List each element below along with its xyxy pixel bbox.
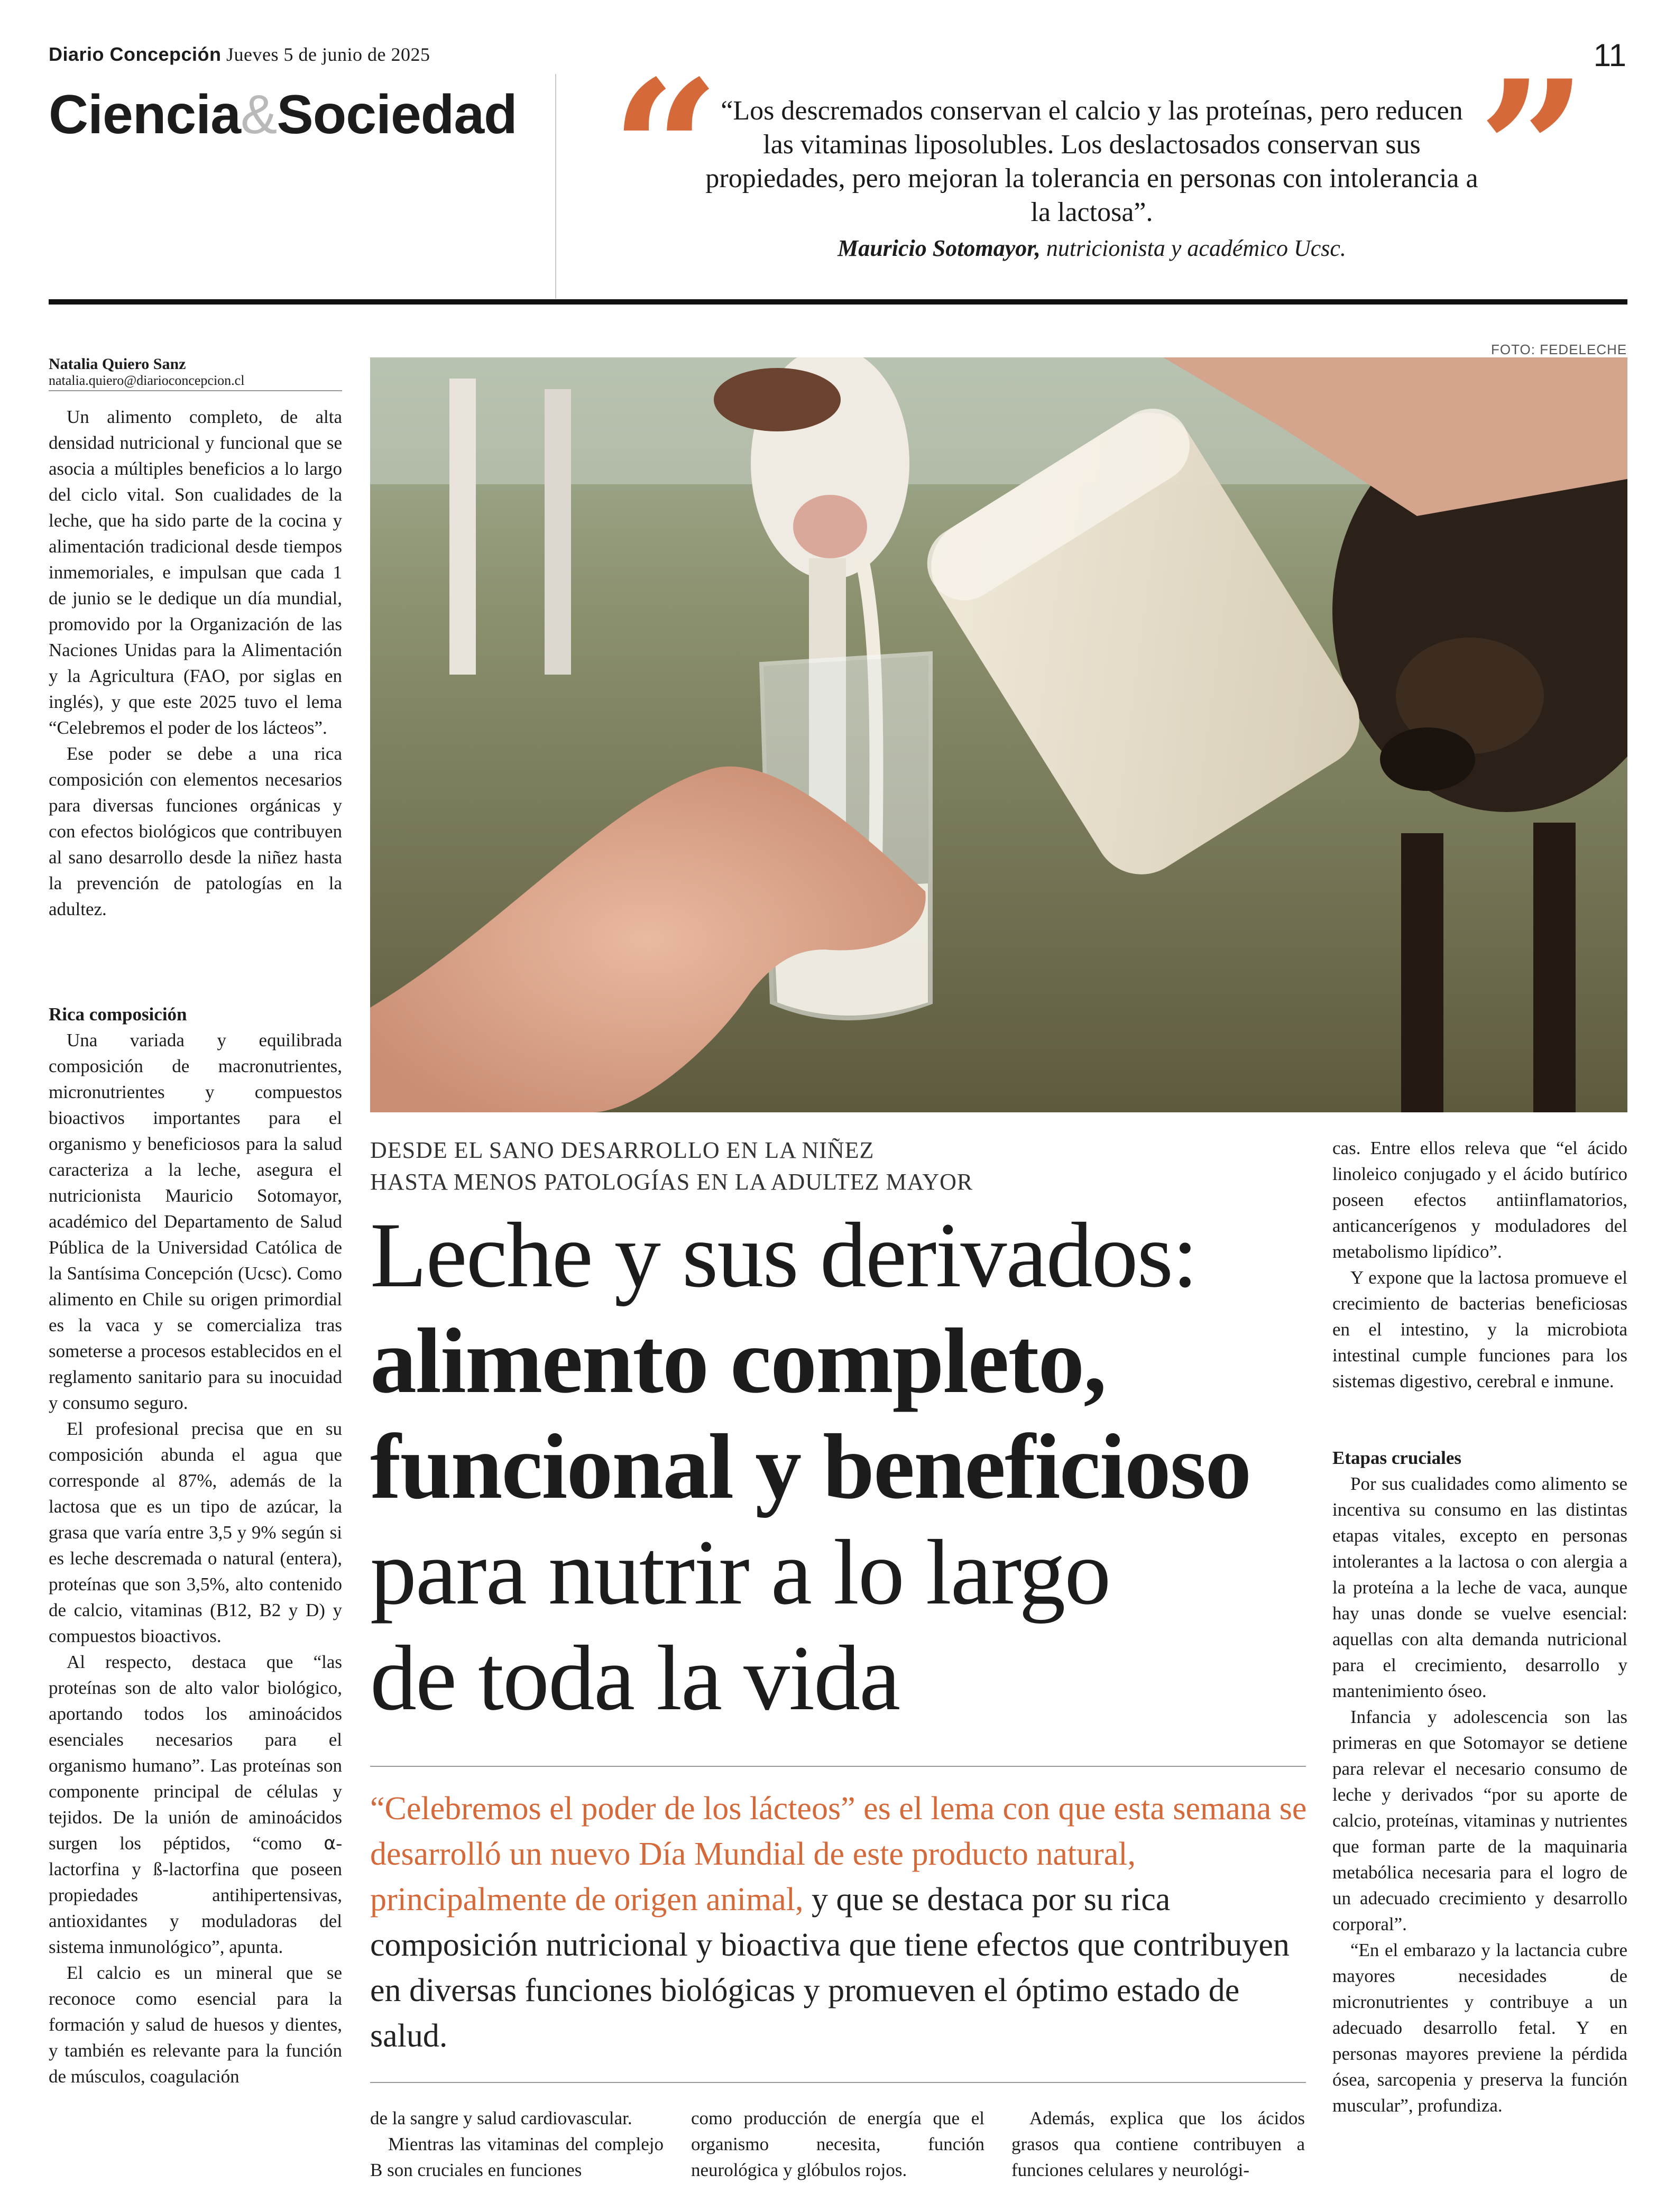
body-paragraph: Mientras las vitaminas del complejo B son cruciales en funciones [370,2134,664,2180]
body-paragraph: Infancia y adolescencia son las primeras en que Sotomayor se detiene para relevar el necesario consumo de leche y derivados “por su aporte de calcio, proteínas, vitaminas y nutrientes que forman parte de la maquinaria metabólica necesaria para el logro de un adecuado crecimiento y desarrollo corporal”. [1332,1707,1627,1934]
deck-rest: y que se destaca por su rica composición nutricional y bioactiva que tiene efectos que contribuyen en diversas funciones biológicas y promueven el óptimo estado de salud. [370,1882,1290,2054]
body-paragraph: como producción de energía que el organismo necesita, función neurológica y glóbulos rojos. [691,2108,984,2180]
body-column-4 [1011,2105,1305,2183]
section-title [49,84,517,146]
headline-line-5: de toda la vida [370,1627,900,1730]
body-paragraph: Al respecto, destaca que “las proteínas son de alto valor biológico, aportando todos los aminoácidos esenciales necesarios para el organismo humano”. Las proteínas son componente principal de células y tejidos. De la unión de aminoácidos surgen los péptidos, “como ⍺-lactorfina y ß-lactorfina que poseen propiedades antihipertensivas, antioxidantes y moduladoras del sistema inmunológico”, apunta. [49,1652,342,1957]
body-paragraph: Además, explica que los ácidos grasos qua contiene contribuyen a funciones celulares y neurológi- [1011,2108,1305,2180]
section-ampersand: & [240,84,277,145]
body-paragraph: cas. Entre ellos releva que “el ácido linoleico conjugado y el ácido butírico poseen efectos antiinflamatorios, anticancerígenos y moduladores del metabolismo lipídico”. [1332,1138,1627,1262]
body-column-1 [49,404,342,922]
photo-credit: FOTO: FEDELECHE [1491,342,1627,357]
folio-line [49,43,430,66]
headline-line-2: alimento completo, [370,1310,1106,1413]
subhead-etapas-cruciales: Etapas cruciales [1332,1448,1462,1468]
body-paragraph: El profesional precisa que en su composición abunda el agua que corresponde al 87%, además de la lactosa que es un tipo de azúcar, la grasa que varía entre 3,5 y 9% según si es leche descremada o natural (entera), proteínas que son 3,5%, alto contenido de calcio, vitaminas (B12, B2 y D) y compuestos bioactivos. [49,1418,342,1646]
header-rule [49,299,1627,305]
body-paragraph: Un alimento completo, de alta densidad nutricional y funcional que se asocia a múltiples beneficios a lo largo del ciclo vital. Son cualidades de la leche, que ha sido parte de la cocina y alimentación tradicional desde tiempos inmemoriales, e impulsan que cada 1 de junio se le dedique un día mundial, promovido por la Organización de las Naciones Unidas para la Alimentación y la Agricultura (FAO, por siglas en inglés), y que este 2025 tuvo el lema “Celebremos el poder de los lácteos”. [49,407,342,738]
headline-line-1: Leche y sus derivados: [370,1204,1197,1307]
body-paragraph: “En el embarazo y la lactancia cubre mayores necesidades de micronutrientes y contribuye a un adecuado desarrollo fetal. Y en personas mayores previene la pérdida ósea, sarcopenia y preserva la función muscular”, profundiza. [1332,1940,1627,2116]
headline-line-4: para nutrir a lo largo [370,1521,1110,1624]
deck-text [370,1786,1311,2059]
body-paragraph: de la sangre y salud cardiovascular. [370,2108,632,2128]
section-title-right: Sociedad [277,84,517,145]
byline-author: Natalia Quiero Sanz [49,355,186,373]
body-paragraph: Una variada y equilibrada composición de macronutrientes, micronutrientes y compuestos bioactivos importantes para el organismo y beneficiosos para la salud caracteriza a la leche, asegura el nutricionista Mauricio Sotomayor, académico del Departamento de Salud Pública de la Universidad Católica de la Santísima Concepción (Ucsc). Como alimento en Chile su origen primordial es la vaca y se comercializa tras someterse a procesos establecidos en el reglamento sanitario para su inocuidad y consumo seguro. [49,1030,342,1413]
subhead-rica-composicion: Rica composición [49,1004,187,1025]
deck-accent: “Celebremos el poder de los lácteos” es el lema con que esta semana se desarrolló un nuevo Día Mundial de este producto natural, principalmente de origen animal, [370,1791,1307,1918]
body-column-3 [691,2105,984,2183]
kicker-line-1: DESDE EL SANO DESARROLLO EN LA NIÑEZ [370,1137,875,1163]
body-column-5 [1332,1135,1627,1394]
pull-quote-text: “Los descremados conservan el calcio y las proteínas, pero reducen las vitaminas liposolubles. Los deslactosados conservan sus propiedades, pero mejoran la tolerancia en personas con intolerancia a la lactosa”. [705,96,1478,227]
article-photo [370,357,1627,1112]
body-column-2 [370,2105,664,2183]
issue-date: Jueves 5 de junio de 2025 [226,44,430,65]
header-divider [555,74,556,299]
pull-quote-author: Mauricio Sotomayor, [838,235,1041,261]
milk-pouring-illustration [370,357,1627,1112]
byline-rule [49,390,342,391]
kicker-line-2: HASTA MENOS PATOLOGÍAS EN LA ADULTEZ MAYOR [370,1169,973,1195]
deck-rule-top [370,1766,1306,1767]
body-column-5-continued [1332,1445,1627,2118]
pull-quote-role: nutricionista y académico Ucsc. [1040,235,1346,261]
body-paragraph: El calcio es un mineral que se reconoce como esencial para la formación y salud de huesos y dientes, y también es relevante para la función de músculos, coagulación [49,1962,342,2087]
close-quote-mark: ” [1478,39,1588,262]
body-paragraph: Ese poder se debe a una rica composición con elementos necesarios para diversas funciones orgánicas y con efectos biológicos que contribuyen al sano desarrollo desde la niñez hasta la prevención de patologías en la adultez. [49,743,342,919]
body-paragraph: Y expone que la lactosa promueve el crecimiento de bacterias beneficiosas en el intestino, y la microbiota intestinal cumple funciones para los sistemas digestivo, cerebral e inmune. [1332,1267,1627,1391]
headline-line-3: funcional y beneficioso [370,1415,1251,1518]
body-column-1-continued [49,1001,342,2089]
section-title-left: Ciencia [49,84,241,145]
page-number: 11 [1593,38,1626,73]
open-quote-mark: “ [611,39,721,262]
paper-name: Diario Concepción [49,43,222,65]
body-paragraph: Por sus cualidades como alimento se incentiva su consumo en las distintas etapas vitales, excepto en personas intolerantes a la lactosa o con alergia a la proteína a la leche de vaca, aunque hay unas donde se vuelve esencial: aquellas con alta demanda nutricional para el crecimiento, desarrollo y mantenimiento óseo. [1332,1473,1627,1701]
pull-quote-attribution [703,235,1480,262]
byline-email[interactable]: natalia.quiero@diarioconcepcion.cl [49,373,245,388]
deck-rule-bottom [370,2082,1306,2083]
